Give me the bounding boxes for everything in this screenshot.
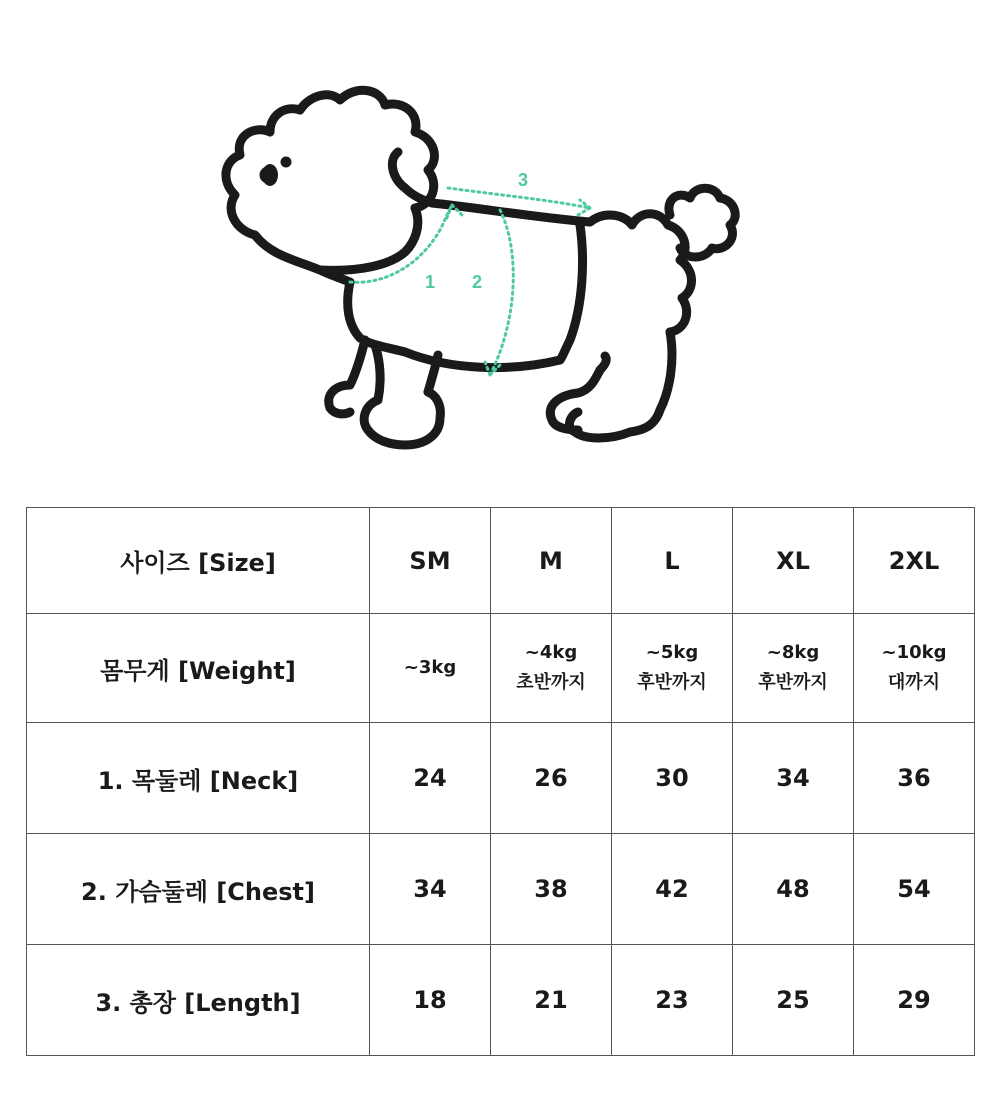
length-value-2xl: 29	[854, 945, 975, 1056]
table-row-neck	[27, 723, 975, 834]
chest-value-xl: 48	[733, 834, 854, 945]
chest-value-l: 42	[612, 834, 733, 945]
chest-value-m: 38	[491, 834, 612, 945]
weight-value: ~10kg	[881, 642, 947, 663]
chest-value-sm: 34	[370, 834, 491, 945]
neck-value-2xl: 36	[854, 723, 975, 834]
weight-note: 후반까지	[758, 672, 828, 693]
table-row-chest	[27, 834, 975, 945]
size-header-sm: SM	[370, 508, 491, 614]
length-value-m: 21	[491, 945, 612, 1056]
weight-value: ~5kg	[645, 642, 699, 663]
poodle-dog-icon	[200, 60, 780, 480]
size-header-xl: XL	[733, 508, 854, 614]
weight-cell-2xl	[854, 614, 975, 723]
weight-note: 후반까지	[637, 672, 707, 693]
measure-label-2: 2	[472, 272, 483, 292]
weight-label: 몸무게 [Weight]	[27, 614, 370, 723]
length-value-sm: 18	[370, 945, 491, 1056]
length-label: 3. 총장 [Length]	[27, 945, 370, 1056]
neck-label: 1. 목둘레 [Neck]	[27, 723, 370, 834]
chest-value-2xl: 54	[854, 834, 975, 945]
chest-label: 2. 가슴둘레 [Chest]	[27, 834, 370, 945]
neck-value-sm: 24	[370, 723, 491, 834]
weight-cell-xl	[733, 614, 854, 723]
dog-illustration	[200, 60, 780, 480]
measure-label-1: 1	[425, 272, 436, 292]
weight-cell-m	[491, 614, 612, 723]
neck-value-l: 30	[612, 723, 733, 834]
size-chart-table	[26, 507, 975, 1056]
size-header-m: M	[491, 508, 612, 614]
size-header-l: L	[612, 508, 733, 614]
weight-note: 초반까지	[516, 672, 586, 693]
neck-value-xl: 34	[733, 723, 854, 834]
table-row-length	[27, 945, 975, 1056]
size-header-label: 사이즈 [Size]	[27, 508, 370, 614]
length-value-l: 23	[612, 945, 733, 1056]
weight-cell-sm	[370, 614, 491, 723]
table-row-weight	[27, 614, 975, 723]
weight-cell-l	[612, 614, 733, 723]
weight-note: 대까지	[887, 672, 941, 693]
neck-value-m: 26	[491, 723, 612, 834]
weight-value: ~8kg	[766, 642, 820, 663]
weight-value: ~3kg	[403, 657, 457, 678]
size-header-2xl: 2XL	[854, 508, 975, 614]
table-row-size	[27, 508, 975, 614]
length-value-xl: 25	[733, 945, 854, 1056]
measure-label-3: 3	[518, 170, 529, 190]
weight-value: ~4kg	[524, 642, 578, 663]
